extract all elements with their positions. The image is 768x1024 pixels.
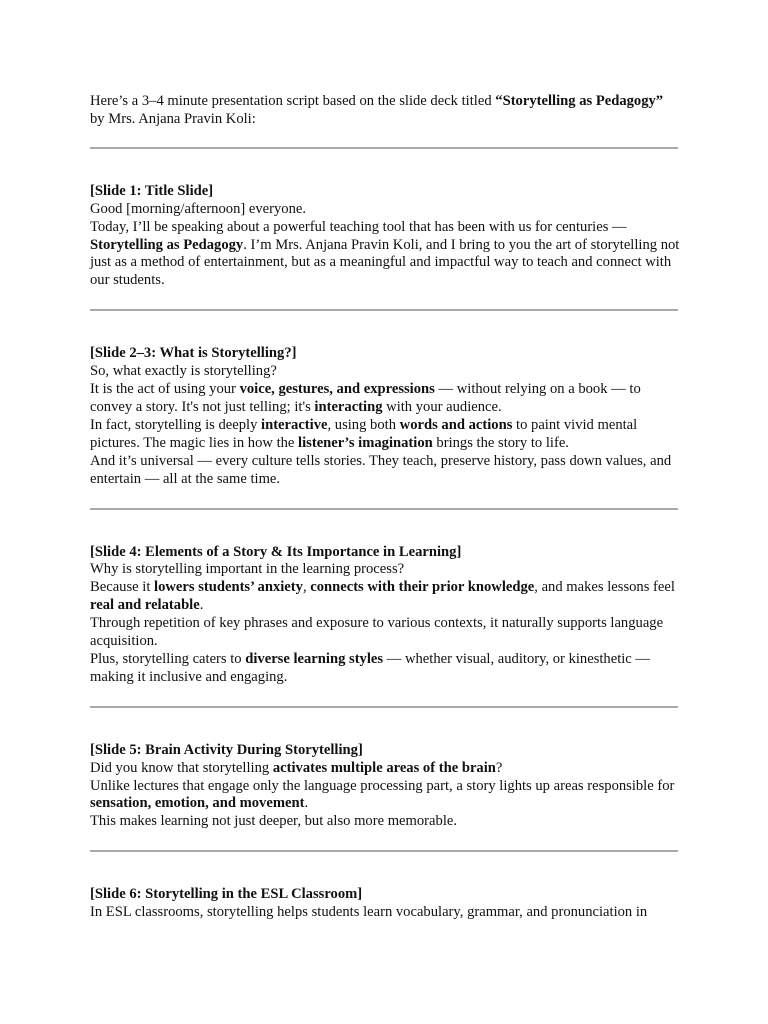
slide-5-heading: [Slide 5: Brain Activity During Storytelling]: [90, 741, 363, 758]
intro-text: Here’s a 3–4 minute presentation script based on the slide deck titled: [90, 93, 496, 109]
text-run: It is the act of using your: [90, 381, 240, 398]
text-run: Today, I’ll be speaking about a powerful teaching tool that has been with us for centuries —: [90, 218, 627, 235]
slide-5-paragraph-3: This makes learning not just deeper, but also more memorable.: [90, 813, 457, 830]
bold-run: sensation, emotion, and movement: [90, 795, 305, 812]
text-run: with your audience.: [382, 398, 502, 415]
bold-run: Storytelling as Pedagogy: [90, 236, 244, 253]
slide-6-section: [90, 886, 680, 922]
deck-title: “Storytelling as Pedagogy”: [495, 93, 664, 109]
bold-run: diverse learning styles: [245, 650, 384, 667]
slide-2-3-paragraph-2: [90, 417, 680, 453]
slide-2-3-paragraph-3: And it’s universal — every culture tells stories. They teach, preserve history, pass down values, and entertain — all at the same time.: [90, 452, 672, 487]
slide-2-3-question: So, what exactly is storytelling?: [90, 363, 277, 380]
text-run: , using both: [327, 416, 400, 433]
slide-4-paragraph-2: Through repetition of key phrases and exposure to various contexts, it naturally supports language acquisition.: [90, 615, 664, 650]
text-run: .: [199, 597, 204, 614]
slide-2-3-heading: [Slide 2–3: What is Storytelling?]: [90, 345, 297, 362]
bold-run: connects with their prior knowledge: [310, 579, 535, 596]
bold-run: real and relatable: [90, 597, 200, 614]
text-run: In fact, storytelling is deeply: [90, 416, 262, 433]
text-run: — without relying on a book — to convey a story. It's not just telling; it's: [90, 381, 641, 415]
text-run: . I’m Mrs. Anjana Pravin Koli, and I bring to you the art of storytelling not just as a method of entertainment, but as a meaningful and impactful way to teach and connect with our students.: [90, 236, 680, 289]
text-run: , and makes lessons feel: [534, 579, 675, 596]
section-divider: [90, 706, 678, 708]
slide-5-section: [90, 742, 680, 832]
slide-4-paragraph-3: [90, 651, 680, 687]
slide-5-paragraph-2: [90, 778, 680, 814]
slide-6-heading: [Slide 6: Storytelling in the ESL Classroom]: [90, 886, 363, 903]
slide-4-section: [90, 544, 680, 687]
slide-1-paragraph: [90, 219, 680, 291]
bold-run: listener’s imagination: [298, 434, 433, 451]
bold-run: interactive: [261, 416, 328, 433]
slide-4-question: Why is storytelling important in the learning process?: [90, 561, 405, 578]
bold-run: lowers students’ anxiety: [154, 579, 303, 596]
slide-2-3-section: [90, 345, 680, 488]
bold-run: interacting: [314, 398, 383, 415]
section-divider: [90, 850, 678, 852]
text-run: .: [304, 795, 309, 812]
slide-1-heading: [Slide 1: Title Slide]: [90, 182, 214, 199]
slide-1-greeting: Good [morning/afternoon] everyone.: [90, 200, 306, 217]
intro-paragraph: [90, 93, 680, 129]
slide-1-section: [90, 183, 680, 290]
text-run: Because it: [90, 579, 155, 596]
text-run: Plus, storytelling caters to: [90, 650, 246, 667]
text-run: Unlike lectures that engage only the language processing part, a story lights up areas responsible for: [90, 777, 675, 794]
section-divider: [90, 309, 678, 311]
text-run: Did you know that storytelling: [90, 759, 273, 776]
text-run: ?: [495, 759, 503, 776]
text-run: to paint vivid mental pictures. The magic lies in how the: [90, 416, 638, 451]
text-run: brings the story to life.: [432, 434, 569, 451]
section-divider: [90, 508, 678, 510]
bold-run: voice, gestures, and expressions: [239, 381, 435, 398]
intro-author: by Mrs. Anjana Pravin Koli:: [90, 110, 256, 127]
text-run: ,: [302, 579, 311, 596]
slide-6-paragraph-1: In ESL classrooms, storytelling helps students learn vocabulary, grammar, and pronunciation in: [90, 904, 648, 921]
bold-run: words and actions: [399, 416, 513, 433]
slide-5-paragraph-1: [90, 760, 680, 778]
document-page: [90, 93, 680, 941]
slide-2-3-paragraph-1: [90, 381, 680, 417]
slide-4-heading: [Slide 4: Elements of a Story & Its Importance in Learning]: [90, 543, 462, 560]
section-divider: [90, 147, 678, 149]
text-run: — whether visual, auditory, or kinesthetic — making it inclusive and engaging.: [90, 650, 651, 685]
bold-run: activates multiple areas of the brain: [272, 759, 496, 776]
slide-4-paragraph-1: [90, 579, 680, 615]
